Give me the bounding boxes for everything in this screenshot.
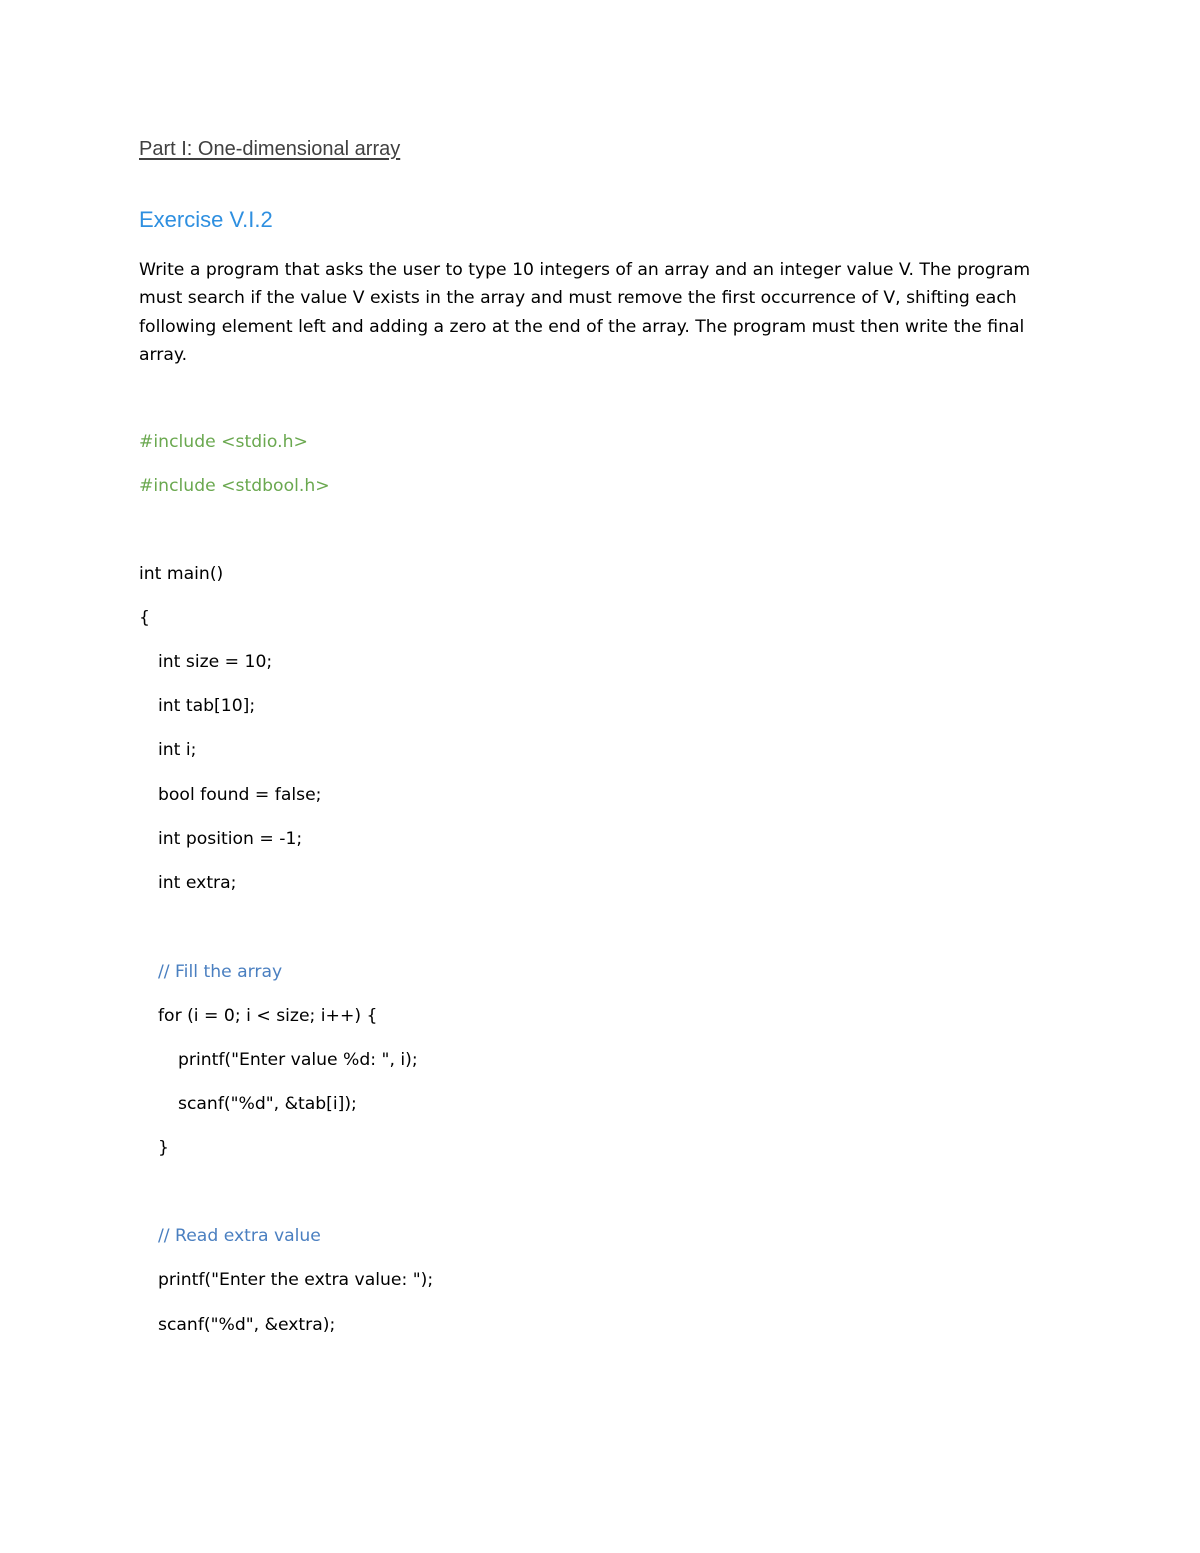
include-stdio-line: #include <stdio.h>: [139, 432, 308, 452]
description-line: must search if the value V exists in the array and must remove the first occurrence of V, shifting each: [139, 288, 1017, 309]
found-declaration-line: bool found = false;: [158, 785, 322, 805]
position-declaration-line: int position = -1;: [158, 829, 303, 849]
tab-declaration-line: int tab[10];: [158, 696, 256, 716]
size-declaration-line: int size = 10;: [158, 652, 273, 672]
read-extra-comment: // Read extra value: [158, 1226, 321, 1246]
description-line: array.: [139, 344, 188, 365]
open-brace-line: {: [139, 608, 150, 628]
description-line: Write a program that asks the user to type 10 integers of an array and an integer value V. The program: [139, 260, 1031, 280]
fill-array-comment: // Fill the array: [158, 962, 283, 982]
printf-extra-line: printf("Enter the extra value: ");: [158, 1270, 434, 1290]
main-signature-line: int main(): [139, 564, 224, 584]
close-brace-line: }: [158, 1138, 169, 1158]
include-stdbool-line: #include <stdbool.h>: [139, 476, 330, 496]
i-declaration-line: int i;: [158, 740, 197, 760]
scanf-tab-line: scanf("%d", &tab[i]);: [178, 1094, 357, 1114]
printf-value-line: printf("Enter value %d: ", i);: [178, 1050, 418, 1070]
for-loop-line: for (i = 0; i < size; i++) {: [158, 1006, 378, 1026]
exercise-description: [139, 256, 1059, 369]
exercise-title: Exercise V.I.2: [139, 207, 273, 232]
scanf-extra-line: scanf("%d", &extra);: [158, 1315, 336, 1335]
part-title: Part I: One-dimensional array: [139, 138, 401, 160]
description-line: following element left and adding a zero at the end of the array. The program must then write the final: [139, 316, 1025, 337]
extra-declaration-line: int extra;: [158, 873, 237, 893]
